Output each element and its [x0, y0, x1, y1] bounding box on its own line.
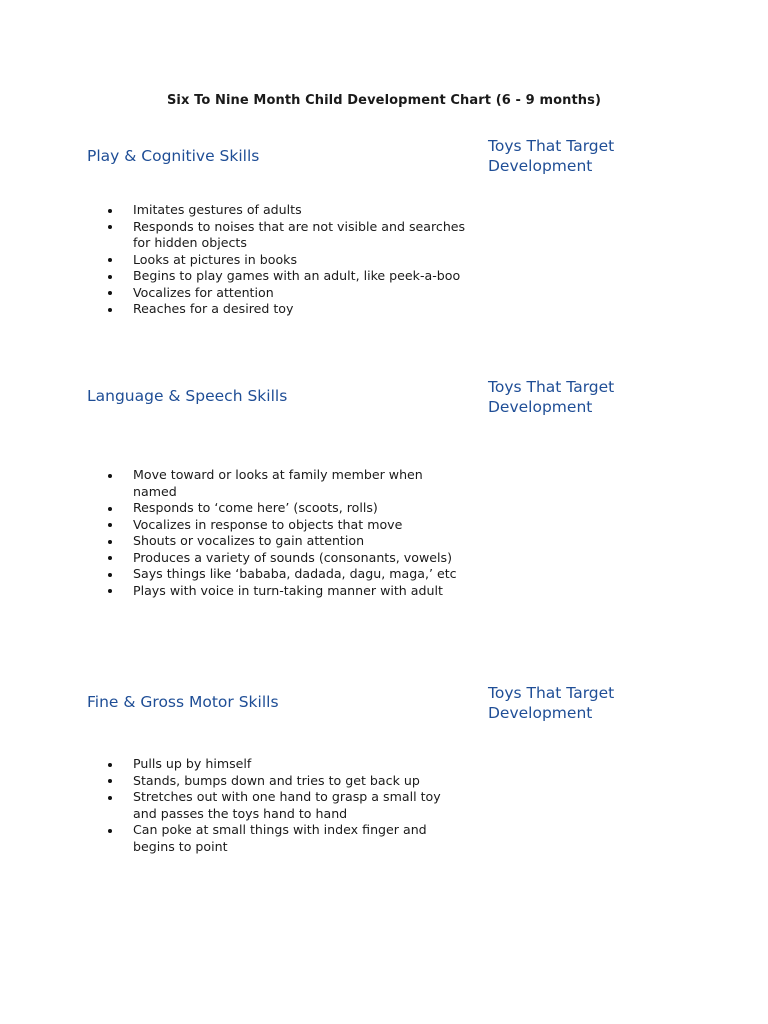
list-item: Pulls up by himself — [107, 756, 467, 773]
toys-heading — [488, 684, 688, 723]
list-item: Plays with voice in turn-taking manner with adult — [107, 583, 467, 600]
list-item: Responds to noises that are not visible and searches for hidden objects — [107, 219, 467, 252]
toys-heading-line: Toys That Target — [488, 684, 615, 702]
skills-list-play-cognitive — [107, 202, 467, 318]
list-item: Reaches for a desired toy — [107, 301, 467, 318]
list-item: Shouts or vocalizes to gain attention — [107, 533, 467, 550]
list-item: Move toward or looks at family member when named — [107, 467, 467, 500]
page-title: Six To Nine Month Child Development Chart (6 - 9 months) — [166, 93, 602, 108]
skills-list-language-speech — [107, 467, 467, 599]
toys-heading — [488, 378, 688, 417]
list-item: Says things like ‘bababa, dadada, dagu, maga,’ etc — [107, 566, 467, 583]
list-item: Responds to ‘come here’ (scoots, rolls) — [107, 500, 467, 517]
toys-heading-line: Development — [488, 703, 593, 722]
toys-heading-line: Development — [488, 397, 593, 416]
list-item: Vocalizes for attention — [107, 285, 467, 302]
list-item: Looks at pictures in books — [107, 252, 467, 269]
toys-heading-line: Toys That Target — [488, 137, 615, 155]
list-item: Begins to play games with an adult, like peek-a-boo — [107, 268, 467, 285]
toys-heading-line: Development — [488, 156, 593, 175]
section-heading-fine-gross-motor: Fine & Gross Motor Skills — [87, 693, 279, 711]
list-item: Imitates gestures of adults — [107, 202, 467, 219]
list-item: Stretches out with one hand to grasp a small toy and passes the toys hand to hand — [107, 789, 467, 822]
list-item: Can poke at small things with index finger and begins to point — [107, 822, 467, 855]
list-item: Produces a variety of sounds (consonants, vowels) — [107, 550, 467, 567]
section-heading-play-cognitive: Play & Cognitive Skills — [87, 147, 260, 165]
skills-list-fine-gross-motor — [107, 756, 467, 855]
section-heading-language-speech: Language & Speech Skills — [87, 387, 288, 405]
toys-heading-line: Toys That Target — [488, 378, 615, 396]
list-item: Vocalizes in response to objects that move — [107, 517, 467, 534]
toys-heading — [488, 137, 688, 176]
list-item: Stands, bumps down and tries to get back up — [107, 773, 467, 790]
